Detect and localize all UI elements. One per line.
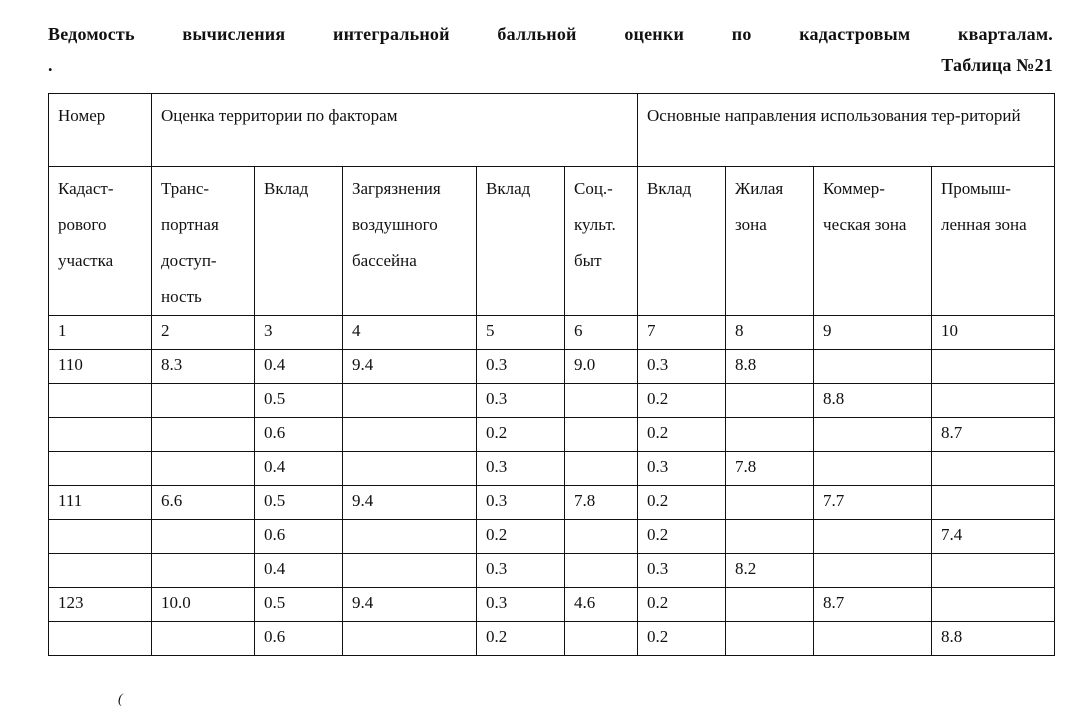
table-cell: 110 [49, 350, 152, 384]
table-cell [565, 520, 638, 554]
table-body [49, 350, 1055, 656]
table-cell: 4.6 [565, 588, 638, 622]
table-cell [343, 554, 477, 588]
table-cell: 0.6 [255, 622, 343, 656]
title-word: интегральной [333, 24, 450, 44]
table-cell: 123 [49, 588, 152, 622]
table-cell: 0.2 [638, 588, 726, 622]
header-directions-group: Основные направления использования тер-риторий [638, 94, 1055, 167]
table-cell: 0.3 [477, 588, 565, 622]
table-cell [343, 520, 477, 554]
table-cell: 0.2 [638, 384, 726, 418]
table-cell [49, 520, 152, 554]
table-cell [343, 452, 477, 486]
header-subcolumn: Вклад [638, 167, 726, 316]
table-cell [814, 452, 932, 486]
table-cell [726, 588, 814, 622]
table-cell: 0.3 [477, 486, 565, 520]
table-cell: 8.8 [726, 350, 814, 384]
stray-mark: ( [118, 692, 123, 707]
table-cell [343, 418, 477, 452]
table-row [49, 418, 1055, 452]
table-cell [565, 384, 638, 418]
document-title [48, 24, 1053, 45]
column-number: 8 [726, 316, 814, 350]
table-cell [726, 486, 814, 520]
table-cell [814, 520, 932, 554]
title-word: балльной [497, 24, 577, 44]
header-row-numbers [49, 316, 1055, 350]
header-subcolumn: Соц.-культ. быт [565, 167, 638, 316]
header-factors-group: Оценка территории по факторам [152, 94, 638, 167]
table-cell [726, 622, 814, 656]
table-cell: 0.2 [638, 486, 726, 520]
title-word: кадастровым [799, 24, 911, 44]
table-cell [343, 622, 477, 656]
header-subcolumn: Загрязнения воздушного бассейна [343, 167, 477, 316]
table-cell [152, 554, 255, 588]
table-cell: 8.8 [932, 622, 1055, 656]
table-cell: 0.4 [255, 554, 343, 588]
column-number: 1 [49, 316, 152, 350]
table-cell [565, 622, 638, 656]
table-row [49, 486, 1055, 520]
table-cell [49, 622, 152, 656]
table-cell [152, 452, 255, 486]
table-cell [343, 384, 477, 418]
column-number: 3 [255, 316, 343, 350]
table-cell: 7.8 [726, 452, 814, 486]
table-cell: 9.4 [343, 350, 477, 384]
table-cell [726, 520, 814, 554]
table-cell: 7.4 [932, 520, 1055, 554]
table-cell: 10.0 [152, 588, 255, 622]
header-subcolumn: Кадаст-рового участка [49, 167, 152, 316]
table-cell [49, 418, 152, 452]
table-cell: 9.4 [343, 486, 477, 520]
table-cell: 8.3 [152, 350, 255, 384]
table-cell: 0.3 [638, 350, 726, 384]
table-cell [565, 452, 638, 486]
title-word: Ведомость [48, 24, 135, 44]
table-cell: 0.2 [638, 622, 726, 656]
header-subcolumn: Вклад [255, 167, 343, 316]
table-cell: 9.4 [343, 588, 477, 622]
document-heading [48, 24, 1053, 76]
header-subcolumn: Вклад [477, 167, 565, 316]
table-cell: 0.2 [477, 520, 565, 554]
title-dot: . [48, 55, 53, 75]
table-cell: 0.2 [477, 418, 565, 452]
table-cell [814, 418, 932, 452]
table-cell: 0.2 [638, 418, 726, 452]
header-subcolumn: Промыш-ленная зона [932, 167, 1055, 316]
table-cell: 0.6 [255, 418, 343, 452]
table-cell: 0.3 [638, 554, 726, 588]
column-number: 4 [343, 316, 477, 350]
header-subcolumn: Транс-портная доступ-ность [152, 167, 255, 316]
table-cell: 7.8 [565, 486, 638, 520]
table-cell [932, 452, 1055, 486]
header-row-subcolumns [49, 167, 1055, 316]
table-cell: 8.2 [726, 554, 814, 588]
header-number: Номер [49, 94, 152, 167]
header-subcolumn: Коммер-ческая зона [814, 167, 932, 316]
table-row [49, 384, 1055, 418]
title-word: оценки [624, 24, 685, 44]
column-number: 2 [152, 316, 255, 350]
table-cell: 6.6 [152, 486, 255, 520]
table-cell [814, 554, 932, 588]
table-cell: 8.7 [814, 588, 932, 622]
table-row [49, 520, 1055, 554]
table-cell: 0.3 [477, 452, 565, 486]
column-number: 6 [565, 316, 638, 350]
table-cell: 9.0 [565, 350, 638, 384]
table-cell [152, 384, 255, 418]
title-word: вычисления [182, 24, 286, 44]
table-cell: 0.3 [477, 384, 565, 418]
table-cell [49, 554, 152, 588]
table-cell: 0.3 [477, 350, 565, 384]
table-cell [726, 418, 814, 452]
table-cell: 0.3 [638, 452, 726, 486]
table-cell [565, 418, 638, 452]
table-cell [152, 418, 255, 452]
table-cell [932, 554, 1055, 588]
table-row [49, 588, 1055, 622]
table-cell: 8.8 [814, 384, 932, 418]
table-cell [932, 588, 1055, 622]
table-cell [49, 452, 152, 486]
table-row [49, 350, 1055, 384]
table-cell: 0.2 [638, 520, 726, 554]
table-cell: 0.5 [255, 588, 343, 622]
title-word: по [731, 24, 752, 44]
table-cell [932, 384, 1055, 418]
table-cell [814, 622, 932, 656]
table-row [49, 554, 1055, 588]
table-cell: 0.4 [255, 452, 343, 486]
evaluation-table [48, 93, 1055, 656]
table-cell [932, 350, 1055, 384]
header-row-groups [49, 94, 1055, 167]
column-number: 5 [477, 316, 565, 350]
table-cell [152, 520, 255, 554]
header-subcolumn: Жилая зона [726, 167, 814, 316]
table-cell: 111 [49, 486, 152, 520]
column-number: 10 [932, 316, 1055, 350]
table-label: Таблица №21 [941, 55, 1053, 75]
table-row [49, 452, 1055, 486]
table-cell [932, 486, 1055, 520]
column-number: 7 [638, 316, 726, 350]
table-cell: 0.3 [477, 554, 565, 588]
table-cell: 7.7 [814, 486, 932, 520]
table-cell: 0.5 [255, 486, 343, 520]
table-cell: 8.7 [932, 418, 1055, 452]
table-cell: 0.5 [255, 384, 343, 418]
table-cell: 0.6 [255, 520, 343, 554]
table-cell [726, 384, 814, 418]
title-word: кварталам. [958, 24, 1053, 44]
table-cell [565, 554, 638, 588]
title-second-line [48, 55, 1053, 76]
table-cell [49, 384, 152, 418]
column-number: 9 [814, 316, 932, 350]
table-cell [152, 622, 255, 656]
table-cell [814, 350, 932, 384]
table-row [49, 622, 1055, 656]
table-cell: 0.4 [255, 350, 343, 384]
table-cell: 0.2 [477, 622, 565, 656]
